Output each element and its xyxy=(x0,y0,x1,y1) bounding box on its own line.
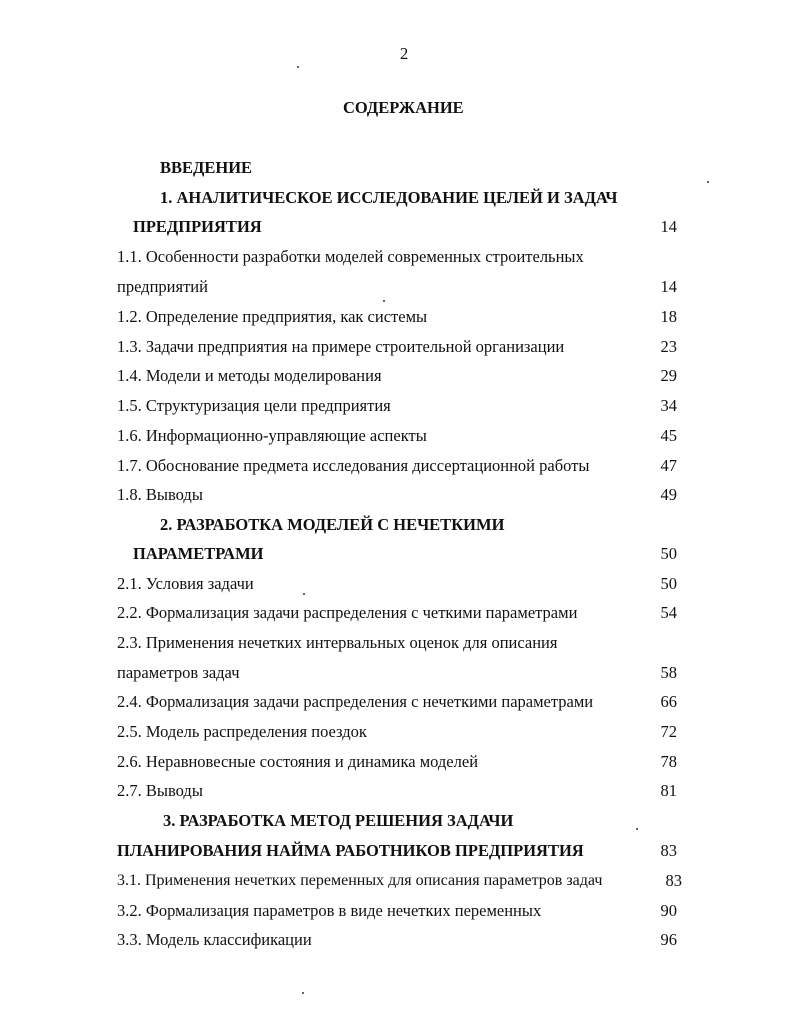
toc-entry-label: 2.3. Применения нечетких интервальных оценок для описания xyxy=(117,633,558,652)
toc-entry-label: предприятий xyxy=(117,277,208,296)
toc-entry-label: ПРЕДПРИЯТИЯ xyxy=(133,217,262,236)
toc-entry-label: 2.6. Неравновесные состояния и динамика моделей xyxy=(117,752,479,771)
toc-entry-page: 45 xyxy=(660,426,677,445)
toc-entry-page: 90 xyxy=(660,901,677,920)
toc-entry-label: 1.3. Задачи предприятия на примере строительной организации xyxy=(117,337,565,356)
page-title: СОДЕРЖАНИЕ xyxy=(343,98,464,117)
toc-entry-label: 2.5. Модель распределения поездок xyxy=(117,722,367,741)
toc-entry-page: 72 xyxy=(660,722,677,741)
toc-entry-label: 2.1. Условия задачи xyxy=(117,574,254,593)
toc-entry-page: 34 xyxy=(660,396,677,415)
toc-entry-page: 96 xyxy=(660,930,677,949)
toc-entry-label: 3.3. Модель классификации xyxy=(117,930,312,949)
toc-entry-page: 29 xyxy=(660,366,677,385)
toc-entry-label: 1.1. Особенности разработки моделей современных строительных xyxy=(117,247,584,266)
toc-entry-label: 1.6. Информационно-управляющие аспекты xyxy=(117,426,427,445)
toc-entry-label: 2.7. Выводы xyxy=(117,781,203,800)
toc-entry-label: параметров задач xyxy=(117,663,240,682)
toc-entry-label: ПЛАНИРОВАНИЯ НАЙМА РАБОТНИКОВ ПРЕДПРИЯТИЯ xyxy=(117,841,584,860)
scan-speck xyxy=(302,992,304,994)
toc-entry-page: 14 xyxy=(660,217,677,236)
toc-entry-label: 1.7. Обоснование предмета исследования диссертационной работы xyxy=(117,456,590,475)
toc-entry-label: ВВЕДЕНИЕ xyxy=(160,158,253,177)
scan-speck xyxy=(303,593,305,595)
toc-entry-page: 66 xyxy=(660,692,677,711)
toc-entry-page: 58 xyxy=(660,663,677,682)
toc-entry-page: 18 xyxy=(660,307,677,326)
scan-speck xyxy=(707,181,709,183)
toc-entry-label: 1.2. Определение предприятия, как системы xyxy=(117,307,428,326)
page-number: 2 xyxy=(400,44,409,63)
toc-entry-label: 3.1. Применения нечетких переменных для описания параметров задач xyxy=(117,872,603,889)
toc-entry-label: 3. РАЗРАБОТКА МЕТОД РЕШЕНИЯ ЗАДАЧИ xyxy=(163,811,514,830)
toc-entry-label: 1. АНАЛИТИЧЕСКОЕ ИССЛЕДОВАНИЕ ЦЕЛЕЙ И ЗАДАЧ xyxy=(160,188,618,207)
toc-entry-page: 47 xyxy=(660,456,677,475)
toc-entry-page: 81 xyxy=(660,781,677,800)
toc-entry-label: 2. РАЗРАБОТКА МОДЕЛЕЙ С НЕЧЕТКИМИ xyxy=(160,515,505,534)
toc-entry-label: 1.8. Выводы xyxy=(117,485,203,504)
toc-entry-page: 49 xyxy=(660,485,677,504)
toc-entry-page: 83 xyxy=(660,841,677,860)
toc-entry-page: 50 xyxy=(660,544,677,563)
toc-entry-label: 2.2. Формализация задачи распределения с четкими параметрами xyxy=(117,603,578,622)
scan-speck xyxy=(297,66,299,68)
toc-entry-page: 50 xyxy=(660,574,677,593)
toc-entry-label: 3.2. Формализация параметров в виде нечетких переменных xyxy=(117,901,542,920)
toc-entry-label: ПАРАМЕТРАМИ xyxy=(133,544,264,563)
toc-entry-page: 14 xyxy=(660,277,677,296)
toc-entry-label: 2.4. Формализация задачи распределения с нечеткими параметрами xyxy=(117,692,594,711)
scan-speck xyxy=(383,300,385,302)
toc-entry-page: 78 xyxy=(660,752,677,771)
toc-entry-label: 1.5. Структуризация цели предприятия xyxy=(117,396,391,415)
scan-speck xyxy=(636,828,638,830)
toc-entry-page: 54 xyxy=(660,603,677,622)
toc-entry-page: 83 xyxy=(665,871,682,890)
toc-entry-label: 1.4. Модели и методы моделирования xyxy=(117,366,382,385)
toc-entry-page: 23 xyxy=(660,337,677,356)
